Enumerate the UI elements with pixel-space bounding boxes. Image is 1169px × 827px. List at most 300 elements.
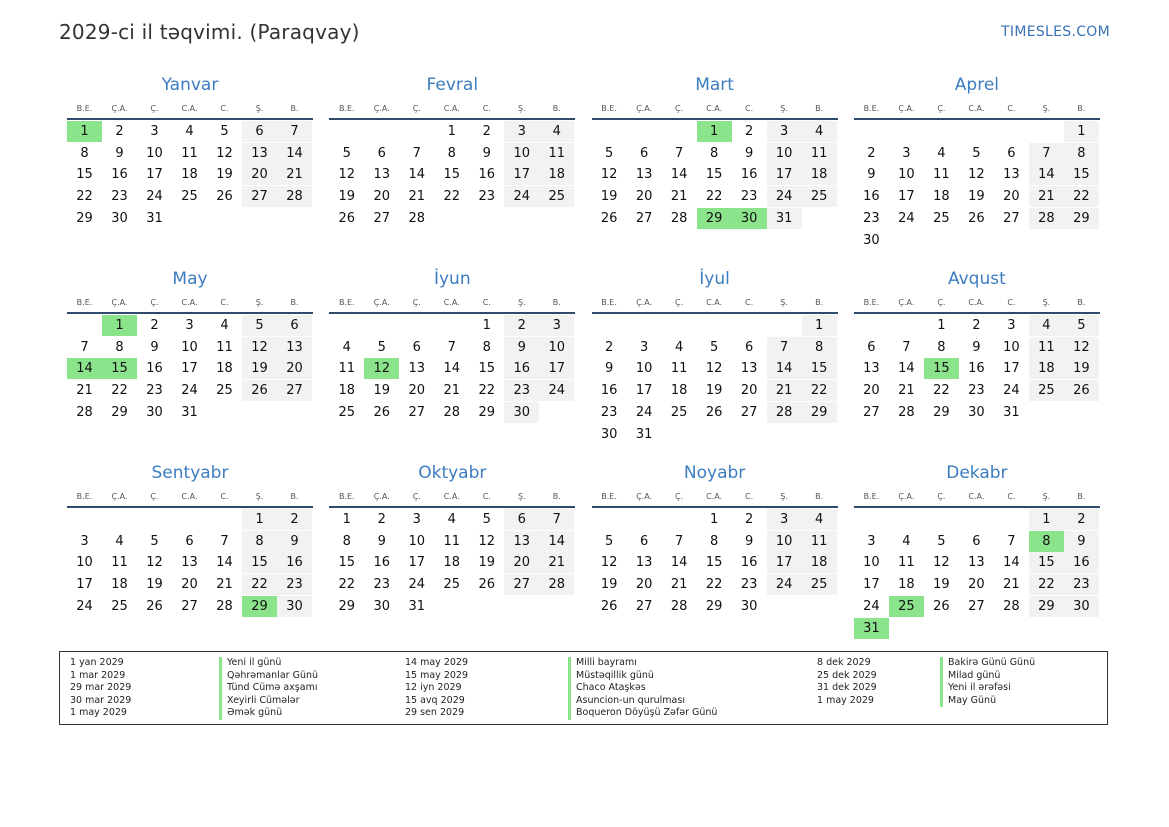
day-cell[interactable]: 14 bbox=[443, 361, 461, 377]
day-cell[interactable]: 10 bbox=[1003, 339, 1020, 355]
day-cell[interactable]: 5 bbox=[482, 512, 491, 527]
day-cell[interactable]: 25 bbox=[338, 404, 356, 420]
day-cell[interactable]: 13 bbox=[863, 361, 880, 377]
day-cell[interactable]: 7 bbox=[902, 339, 911, 355]
day-cell[interactable]: 19 bbox=[968, 189, 985, 205]
day-cell[interactable]: 12 bbox=[600, 555, 618, 571]
day-cell[interactable]: 25 bbox=[802, 186, 837, 207]
day-cell[interactable]: 25 bbox=[443, 577, 461, 593]
day-cell[interactable]: 2 bbox=[115, 124, 124, 139]
day-cell[interactable]: 8 bbox=[342, 533, 351, 549]
day-cell[interactable]: 17 bbox=[863, 577, 880, 593]
day-cell[interactable]: 31 bbox=[635, 426, 653, 442]
day-cell[interactable]: 4 bbox=[1029, 315, 1064, 336]
day-cell[interactable]: 22 bbox=[1064, 186, 1099, 207]
day-cell[interactable]: 20 bbox=[635, 189, 653, 205]
day-cell[interactable]: 31 bbox=[767, 208, 802, 229]
day-cell[interactable]: 31 bbox=[1003, 404, 1020, 420]
day-cell[interactable]: 27 bbox=[635, 210, 653, 226]
holiday-day-cell[interactable]: 15 bbox=[924, 358, 959, 379]
day-cell[interactable]: 16 bbox=[968, 361, 985, 377]
day-cell[interactable]: 30 bbox=[277, 596, 312, 617]
day-cell[interactable]: 29 bbox=[338, 598, 356, 614]
day-cell[interactable]: 14 bbox=[670, 167, 688, 183]
day-cell[interactable]: 13 bbox=[635, 167, 653, 183]
day-cell[interactable]: 5 bbox=[972, 145, 981, 161]
day-cell[interactable]: 27 bbox=[408, 404, 426, 420]
day-cell[interactable]: 10 bbox=[146, 145, 163, 161]
day-cell[interactable]: 7 bbox=[674, 145, 684, 161]
day-cell[interactable]: 28 bbox=[767, 402, 802, 423]
day-cell[interactable]: 19 bbox=[338, 189, 356, 205]
day-cell[interactable]: 21 bbox=[76, 383, 93, 399]
day-cell[interactable]: 16 bbox=[740, 167, 758, 183]
day-cell[interactable]: 14 bbox=[216, 555, 233, 571]
day-cell[interactable]: 6 bbox=[639, 533, 649, 549]
day-cell[interactable]: 28 bbox=[670, 598, 688, 614]
day-cell[interactable]: 19 bbox=[242, 358, 277, 379]
day-cell[interactable]: 18 bbox=[802, 552, 837, 573]
day-cell[interactable]: 14 bbox=[767, 358, 802, 379]
day-cell[interactable]: 2 bbox=[744, 512, 754, 527]
day-cell[interactable]: 20 bbox=[1003, 189, 1020, 205]
day-cell[interactable]: 18 bbox=[338, 383, 356, 399]
day-cell[interactable]: 27 bbox=[242, 186, 277, 207]
day-cell[interactable]: 13 bbox=[968, 555, 985, 571]
day-cell[interactable]: 30 bbox=[111, 210, 128, 226]
day-cell[interactable]: 8 bbox=[447, 145, 456, 161]
day-cell[interactable]: 5 bbox=[377, 339, 386, 355]
day-cell[interactable]: 9 bbox=[972, 339, 981, 355]
day-cell[interactable]: 20 bbox=[968, 577, 985, 593]
day-cell[interactable]: 28 bbox=[76, 404, 93, 420]
day-cell[interactable]: 19 bbox=[705, 383, 723, 399]
day-cell[interactable]: 14 bbox=[539, 531, 574, 552]
day-cell[interactable]: 13 bbox=[504, 531, 539, 552]
day-cell[interactable]: 20 bbox=[242, 164, 277, 185]
day-cell[interactable]: 3 bbox=[80, 533, 89, 549]
day-cell[interactable]: 15 bbox=[705, 167, 723, 183]
day-cell[interactable]: 15 bbox=[705, 555, 723, 571]
day-cell[interactable]: 24 bbox=[898, 210, 915, 226]
day-cell[interactable]: 22 bbox=[802, 380, 837, 401]
day-cell[interactable]: 19 bbox=[600, 189, 618, 205]
day-cell[interactable]: 18 bbox=[443, 555, 461, 571]
day-cell[interactable]: 22 bbox=[478, 383, 496, 399]
day-cell[interactable]: 7 bbox=[80, 339, 89, 355]
day-cell[interactable]: 30 bbox=[600, 426, 618, 442]
day-cell[interactable]: 27 bbox=[1003, 210, 1020, 226]
day-cell[interactable]: 11 bbox=[443, 533, 461, 549]
day-cell[interactable]: 27 bbox=[181, 598, 198, 614]
day-cell[interactable]: 28 bbox=[443, 404, 461, 420]
day-cell[interactable]: 7 bbox=[412, 145, 421, 161]
day-cell[interactable]: 9 bbox=[867, 167, 876, 183]
day-cell[interactable]: 1 bbox=[1064, 121, 1099, 142]
day-cell[interactable]: 2 bbox=[604, 339, 614, 355]
day-cell[interactable]: 3 bbox=[150, 124, 159, 139]
day-cell[interactable]: 26 bbox=[1064, 380, 1099, 401]
day-cell[interactable]: 29 bbox=[802, 402, 837, 423]
day-cell[interactable]: 23 bbox=[1064, 574, 1099, 595]
holiday-day-cell[interactable]: 14 bbox=[67, 358, 102, 379]
day-cell[interactable]: 12 bbox=[1064, 337, 1099, 358]
day-cell[interactable]: 10 bbox=[539, 337, 574, 358]
holiday-day-cell[interactable]: 1 bbox=[697, 121, 732, 142]
holiday-day-cell[interactable]: 29 bbox=[697, 208, 732, 229]
day-cell[interactable]: 4 bbox=[539, 121, 574, 142]
day-cell[interactable]: 4 bbox=[902, 533, 911, 549]
day-cell[interactable]: 17 bbox=[181, 361, 198, 377]
day-cell[interactable]: 12 bbox=[478, 533, 496, 549]
day-cell[interactable]: 2 bbox=[744, 124, 754, 139]
day-cell[interactable]: 15 bbox=[1064, 164, 1099, 185]
day-cell[interactable]: 2 bbox=[277, 509, 312, 530]
day-cell[interactable]: 16 bbox=[600, 383, 618, 399]
day-cell[interactable]: 10 bbox=[76, 555, 93, 571]
day-cell[interactable]: 17 bbox=[408, 555, 426, 571]
day-cell[interactable]: 21 bbox=[670, 189, 688, 205]
day-cell[interactable]: 7 bbox=[447, 339, 456, 355]
day-cell[interactable]: 30 bbox=[1064, 596, 1099, 617]
day-cell[interactable]: 11 bbox=[802, 531, 837, 552]
day-cell[interactable]: 27 bbox=[504, 574, 539, 595]
day-cell[interactable]: 23 bbox=[968, 383, 985, 399]
day-cell[interactable]: 17 bbox=[504, 164, 539, 185]
day-cell[interactable]: 1 bbox=[242, 509, 277, 530]
day-cell[interactable]: 23 bbox=[277, 574, 312, 595]
day-cell[interactable]: 5 bbox=[937, 533, 946, 549]
day-cell[interactable]: 9 bbox=[744, 533, 754, 549]
day-cell[interactable]: 3 bbox=[902, 145, 911, 161]
day-cell[interactable]: 21 bbox=[1029, 186, 1064, 207]
day-cell[interactable]: 25 bbox=[802, 574, 837, 595]
day-cell[interactable]: 22 bbox=[705, 577, 723, 593]
day-cell[interactable]: 17 bbox=[635, 383, 653, 399]
day-cell[interactable]: 25 bbox=[1029, 380, 1064, 401]
day-cell[interactable]: 10 bbox=[767, 143, 802, 164]
day-cell[interactable]: 4 bbox=[115, 533, 124, 549]
day-cell[interactable]: 9 bbox=[377, 533, 386, 549]
day-cell[interactable]: 13 bbox=[635, 555, 653, 571]
day-cell[interactable]: 3 bbox=[767, 509, 802, 530]
day-cell[interactable]: 31 bbox=[408, 598, 426, 614]
day-cell[interactable]: 11 bbox=[898, 555, 915, 571]
day-cell[interactable]: 3 bbox=[504, 121, 539, 142]
day-cell[interactable]: 28 bbox=[1003, 598, 1020, 614]
day-cell[interactable]: 10 bbox=[408, 533, 426, 549]
day-cell[interactable]: 31 bbox=[146, 210, 163, 226]
day-cell[interactable]: 19 bbox=[933, 577, 950, 593]
day-cell[interactable]: 19 bbox=[216, 167, 233, 183]
holiday-day-cell[interactable]: 25 bbox=[889, 596, 924, 617]
day-cell[interactable]: 2 bbox=[1064, 509, 1099, 530]
day-cell[interactable]: 2 bbox=[150, 318, 159, 333]
day-cell[interactable]: 21 bbox=[898, 383, 915, 399]
day-cell[interactable]: 5 bbox=[604, 145, 614, 161]
day-cell[interactable]: 14 bbox=[1029, 164, 1064, 185]
day-cell[interactable]: 7 bbox=[277, 121, 312, 142]
day-cell[interactable]: 15 bbox=[338, 555, 356, 571]
holiday-day-cell[interactable]: 31 bbox=[854, 618, 889, 639]
day-cell[interactable]: 8 bbox=[937, 339, 946, 355]
day-cell[interactable]: 2 bbox=[377, 512, 386, 527]
day-cell[interactable]: 5 bbox=[342, 145, 351, 161]
day-cell[interactable]: 26 bbox=[600, 598, 618, 614]
day-cell[interactable]: 15 bbox=[76, 167, 93, 183]
day-cell[interactable]: 3 bbox=[767, 121, 802, 142]
day-cell[interactable]: 5 bbox=[242, 315, 277, 336]
day-cell[interactable]: 25 bbox=[181, 189, 198, 205]
day-cell[interactable]: 6 bbox=[412, 339, 421, 355]
day-cell[interactable]: 13 bbox=[373, 167, 391, 183]
day-cell[interactable]: 10 bbox=[863, 555, 880, 571]
day-cell[interactable]: 22 bbox=[933, 383, 950, 399]
day-cell[interactable]: 23 bbox=[373, 577, 391, 593]
day-cell[interactable]: 9 bbox=[150, 339, 159, 355]
day-cell[interactable]: 14 bbox=[277, 143, 312, 164]
day-cell[interactable]: 4 bbox=[937, 145, 946, 161]
day-cell[interactable]: 13 bbox=[181, 555, 198, 571]
day-cell[interactable]: 6 bbox=[639, 145, 649, 161]
holiday-day-cell[interactable]: 30 bbox=[732, 208, 767, 229]
day-cell[interactable]: 12 bbox=[146, 555, 163, 571]
day-cell[interactable]: 23 bbox=[863, 210, 880, 226]
day-cell[interactable]: 6 bbox=[1007, 145, 1016, 161]
day-cell[interactable]: 24 bbox=[181, 383, 198, 399]
day-cell[interactable]: 24 bbox=[76, 598, 93, 614]
day-cell[interactable]: 9 bbox=[277, 531, 312, 552]
day-cell[interactable]: 28 bbox=[277, 186, 312, 207]
day-cell[interactable]: 27 bbox=[740, 404, 758, 420]
day-cell[interactable]: 2 bbox=[867, 145, 876, 161]
day-cell[interactable]: 18 bbox=[1029, 358, 1064, 379]
day-cell[interactable]: 26 bbox=[146, 598, 163, 614]
day-cell[interactable]: 6 bbox=[277, 315, 312, 336]
day-cell[interactable]: 17 bbox=[1003, 361, 1020, 377]
day-cell[interactable]: 12 bbox=[338, 167, 356, 183]
day-cell[interactable]: 18 bbox=[181, 167, 198, 183]
day-cell[interactable]: 23 bbox=[600, 404, 618, 420]
day-cell[interactable]: 27 bbox=[863, 404, 880, 420]
day-cell[interactable]: 21 bbox=[539, 552, 574, 573]
day-cell[interactable]: 11 bbox=[670, 361, 688, 377]
day-cell[interactable]: 6 bbox=[504, 509, 539, 530]
day-cell[interactable]: 22 bbox=[111, 383, 128, 399]
day-cell[interactable]: 2 bbox=[504, 315, 539, 336]
day-cell[interactable]: 21 bbox=[443, 383, 461, 399]
day-cell[interactable]: 26 bbox=[338, 210, 356, 226]
day-cell[interactable]: 20 bbox=[408, 383, 426, 399]
day-cell[interactable]: 30 bbox=[863, 232, 880, 248]
day-cell[interactable]: 16 bbox=[1064, 552, 1099, 573]
brand-link[interactable]: TIMESLES.COM bbox=[1001, 24, 1110, 40]
day-cell[interactable]: 20 bbox=[740, 383, 758, 399]
day-cell[interactable]: 11 bbox=[111, 555, 128, 571]
day-cell[interactable]: 24 bbox=[504, 186, 539, 207]
day-cell[interactable]: 28 bbox=[216, 598, 233, 614]
day-cell[interactable]: 12 bbox=[968, 167, 985, 183]
day-cell[interactable]: 15 bbox=[802, 358, 837, 379]
day-cell[interactable]: 11 bbox=[1029, 337, 1064, 358]
day-cell[interactable]: 15 bbox=[1029, 552, 1064, 573]
day-cell[interactable]: 17 bbox=[76, 577, 93, 593]
day-cell[interactable]: 10 bbox=[898, 167, 915, 183]
day-cell[interactable]: 25 bbox=[670, 404, 688, 420]
day-cell[interactable]: 14 bbox=[670, 555, 688, 571]
day-cell[interactable]: 9 bbox=[504, 337, 539, 358]
day-cell[interactable]: 23 bbox=[111, 189, 128, 205]
day-cell[interactable]: 4 bbox=[802, 509, 837, 530]
day-cell[interactable]: 20 bbox=[373, 189, 391, 205]
day-cell[interactable]: 11 bbox=[933, 167, 950, 183]
day-cell[interactable]: 10 bbox=[504, 143, 539, 164]
day-cell[interactable]: 23 bbox=[478, 189, 496, 205]
day-cell[interactable]: 16 bbox=[146, 361, 163, 377]
day-cell[interactable]: 20 bbox=[277, 358, 312, 379]
day-cell[interactable]: 11 bbox=[216, 339, 233, 355]
day-cell[interactable]: 17 bbox=[539, 358, 574, 379]
day-cell[interactable]: 16 bbox=[478, 167, 496, 183]
day-cell[interactable]: 16 bbox=[373, 555, 391, 571]
day-cell[interactable]: 7 bbox=[1029, 143, 1064, 164]
day-cell[interactable]: 13 bbox=[740, 361, 758, 377]
day-cell[interactable]: 6 bbox=[867, 339, 876, 355]
day-cell[interactable]: 15 bbox=[443, 167, 461, 183]
day-cell[interactable]: 25 bbox=[539, 186, 574, 207]
day-cell[interactable]: 4 bbox=[674, 339, 684, 355]
day-cell[interactable]: 2 bbox=[972, 318, 981, 333]
day-cell[interactable]: 1 bbox=[482, 318, 491, 333]
day-cell[interactable]: 8 bbox=[80, 145, 89, 161]
day-cell[interactable]: 9 bbox=[1064, 531, 1099, 552]
day-cell[interactable]: 4 bbox=[220, 318, 229, 333]
day-cell[interactable]: 6 bbox=[744, 339, 754, 355]
day-cell[interactable]: 14 bbox=[408, 167, 426, 183]
day-cell[interactable]: 1 bbox=[802, 315, 837, 336]
day-cell[interactable]: 5 bbox=[220, 124, 229, 139]
day-cell[interactable]: 25 bbox=[933, 210, 950, 226]
day-cell[interactable]: 28 bbox=[539, 574, 574, 595]
day-cell[interactable]: 10 bbox=[181, 339, 198, 355]
holiday-day-cell[interactable]: 1 bbox=[67, 121, 102, 142]
day-cell[interactable]: 27 bbox=[635, 598, 653, 614]
day-cell[interactable]: 12 bbox=[216, 145, 233, 161]
day-cell[interactable]: 30 bbox=[740, 598, 758, 614]
holiday-day-cell[interactable]: 8 bbox=[1029, 531, 1064, 552]
day-cell[interactable]: 26 bbox=[600, 210, 618, 226]
day-cell[interactable]: 12 bbox=[705, 361, 723, 377]
day-cell[interactable]: 14 bbox=[1003, 555, 1020, 571]
day-cell[interactable]: 18 bbox=[802, 164, 837, 185]
holiday-day-cell[interactable]: 12 bbox=[364, 358, 399, 379]
day-cell[interactable]: 22 bbox=[1029, 574, 1064, 595]
day-cell[interactable]: 9 bbox=[115, 145, 124, 161]
day-cell[interactable]: 3 bbox=[412, 512, 421, 527]
day-cell[interactable]: 13 bbox=[408, 361, 426, 377]
day-cell[interactable]: 22 bbox=[705, 189, 723, 205]
day-cell[interactable]: 6 bbox=[242, 121, 277, 142]
day-cell[interactable]: 8 bbox=[709, 533, 719, 549]
day-cell[interactable]: 12 bbox=[600, 167, 618, 183]
day-cell[interactable]: 22 bbox=[443, 189, 461, 205]
day-cell[interactable]: 20 bbox=[863, 383, 880, 399]
day-cell[interactable]: 30 bbox=[968, 404, 985, 420]
day-cell[interactable]: 17 bbox=[767, 552, 802, 573]
day-cell[interactable]: 7 bbox=[767, 337, 802, 358]
day-cell[interactable]: 4 bbox=[342, 339, 351, 355]
day-cell[interactable]: 4 bbox=[185, 124, 194, 139]
day-cell[interactable]: 21 bbox=[767, 380, 802, 401]
day-cell[interactable]: 21 bbox=[277, 164, 312, 185]
day-cell[interactable]: 1 bbox=[342, 512, 351, 527]
day-cell[interactable]: 8 bbox=[482, 339, 491, 355]
day-cell[interactable]: 17 bbox=[898, 189, 915, 205]
day-cell[interactable]: 26 bbox=[242, 380, 277, 401]
day-cell[interactable]: 24 bbox=[146, 189, 163, 205]
day-cell[interactable]: 8 bbox=[709, 145, 719, 161]
day-cell[interactable]: 4 bbox=[447, 512, 456, 527]
day-cell[interactable]: 28 bbox=[1029, 208, 1064, 229]
day-cell[interactable]: 3 bbox=[539, 315, 574, 336]
day-cell[interactable]: 3 bbox=[867, 533, 876, 549]
day-cell[interactable]: 5 bbox=[709, 339, 719, 355]
day-cell[interactable]: 1 bbox=[937, 318, 946, 333]
day-cell[interactable]: 28 bbox=[408, 210, 426, 226]
day-cell[interactable]: 20 bbox=[635, 577, 653, 593]
holiday-day-cell[interactable]: 1 bbox=[102, 315, 137, 336]
day-cell[interactable]: 24 bbox=[635, 404, 653, 420]
day-cell[interactable]: 11 bbox=[539, 143, 574, 164]
day-cell[interactable]: 7 bbox=[220, 533, 229, 549]
day-cell[interactable]: 24 bbox=[539, 380, 574, 401]
holiday-day-cell[interactable]: 15 bbox=[102, 358, 137, 379]
day-cell[interactable]: 21 bbox=[1003, 577, 1020, 593]
day-cell[interactable]: 15 bbox=[242, 552, 277, 573]
day-cell[interactable]: 29 bbox=[705, 598, 723, 614]
day-cell[interactable]: 13 bbox=[277, 337, 312, 358]
day-cell[interactable]: 26 bbox=[373, 404, 391, 420]
day-cell[interactable]: 7 bbox=[674, 533, 684, 549]
day-cell[interactable]: 18 bbox=[933, 189, 950, 205]
day-cell[interactable]: 24 bbox=[408, 577, 426, 593]
day-cell[interactable]: 8 bbox=[242, 531, 277, 552]
day-cell[interactable]: 3 bbox=[639, 339, 649, 355]
day-cell[interactable]: 27 bbox=[373, 210, 391, 226]
day-cell[interactable]: 23 bbox=[740, 189, 758, 205]
day-cell[interactable]: 11 bbox=[802, 143, 837, 164]
day-cell[interactable]: 21 bbox=[408, 189, 426, 205]
day-cell[interactable]: 19 bbox=[1064, 358, 1099, 379]
day-cell[interactable]: 26 bbox=[705, 404, 723, 420]
day-cell[interactable]: 18 bbox=[898, 577, 915, 593]
day-cell[interactable]: 23 bbox=[740, 577, 758, 593]
day-cell[interactable]: 30 bbox=[373, 598, 391, 614]
day-cell[interactable]: 19 bbox=[146, 577, 163, 593]
day-cell[interactable]: 25 bbox=[216, 383, 233, 399]
day-cell[interactable]: 19 bbox=[373, 383, 391, 399]
day-cell[interactable]: 7 bbox=[1007, 533, 1016, 549]
day-cell[interactable]: 27 bbox=[968, 598, 985, 614]
day-cell[interactable]: 29 bbox=[1029, 596, 1064, 617]
day-cell[interactable]: 28 bbox=[670, 210, 688, 226]
day-cell[interactable]: 26 bbox=[216, 189, 233, 205]
day-cell[interactable]: 3 bbox=[185, 318, 194, 333]
day-cell[interactable]: 9 bbox=[744, 145, 754, 161]
day-cell[interactable]: 1 bbox=[709, 512, 719, 527]
day-cell[interactable]: 5 bbox=[1064, 315, 1099, 336]
day-cell[interactable]: 12 bbox=[933, 555, 950, 571]
